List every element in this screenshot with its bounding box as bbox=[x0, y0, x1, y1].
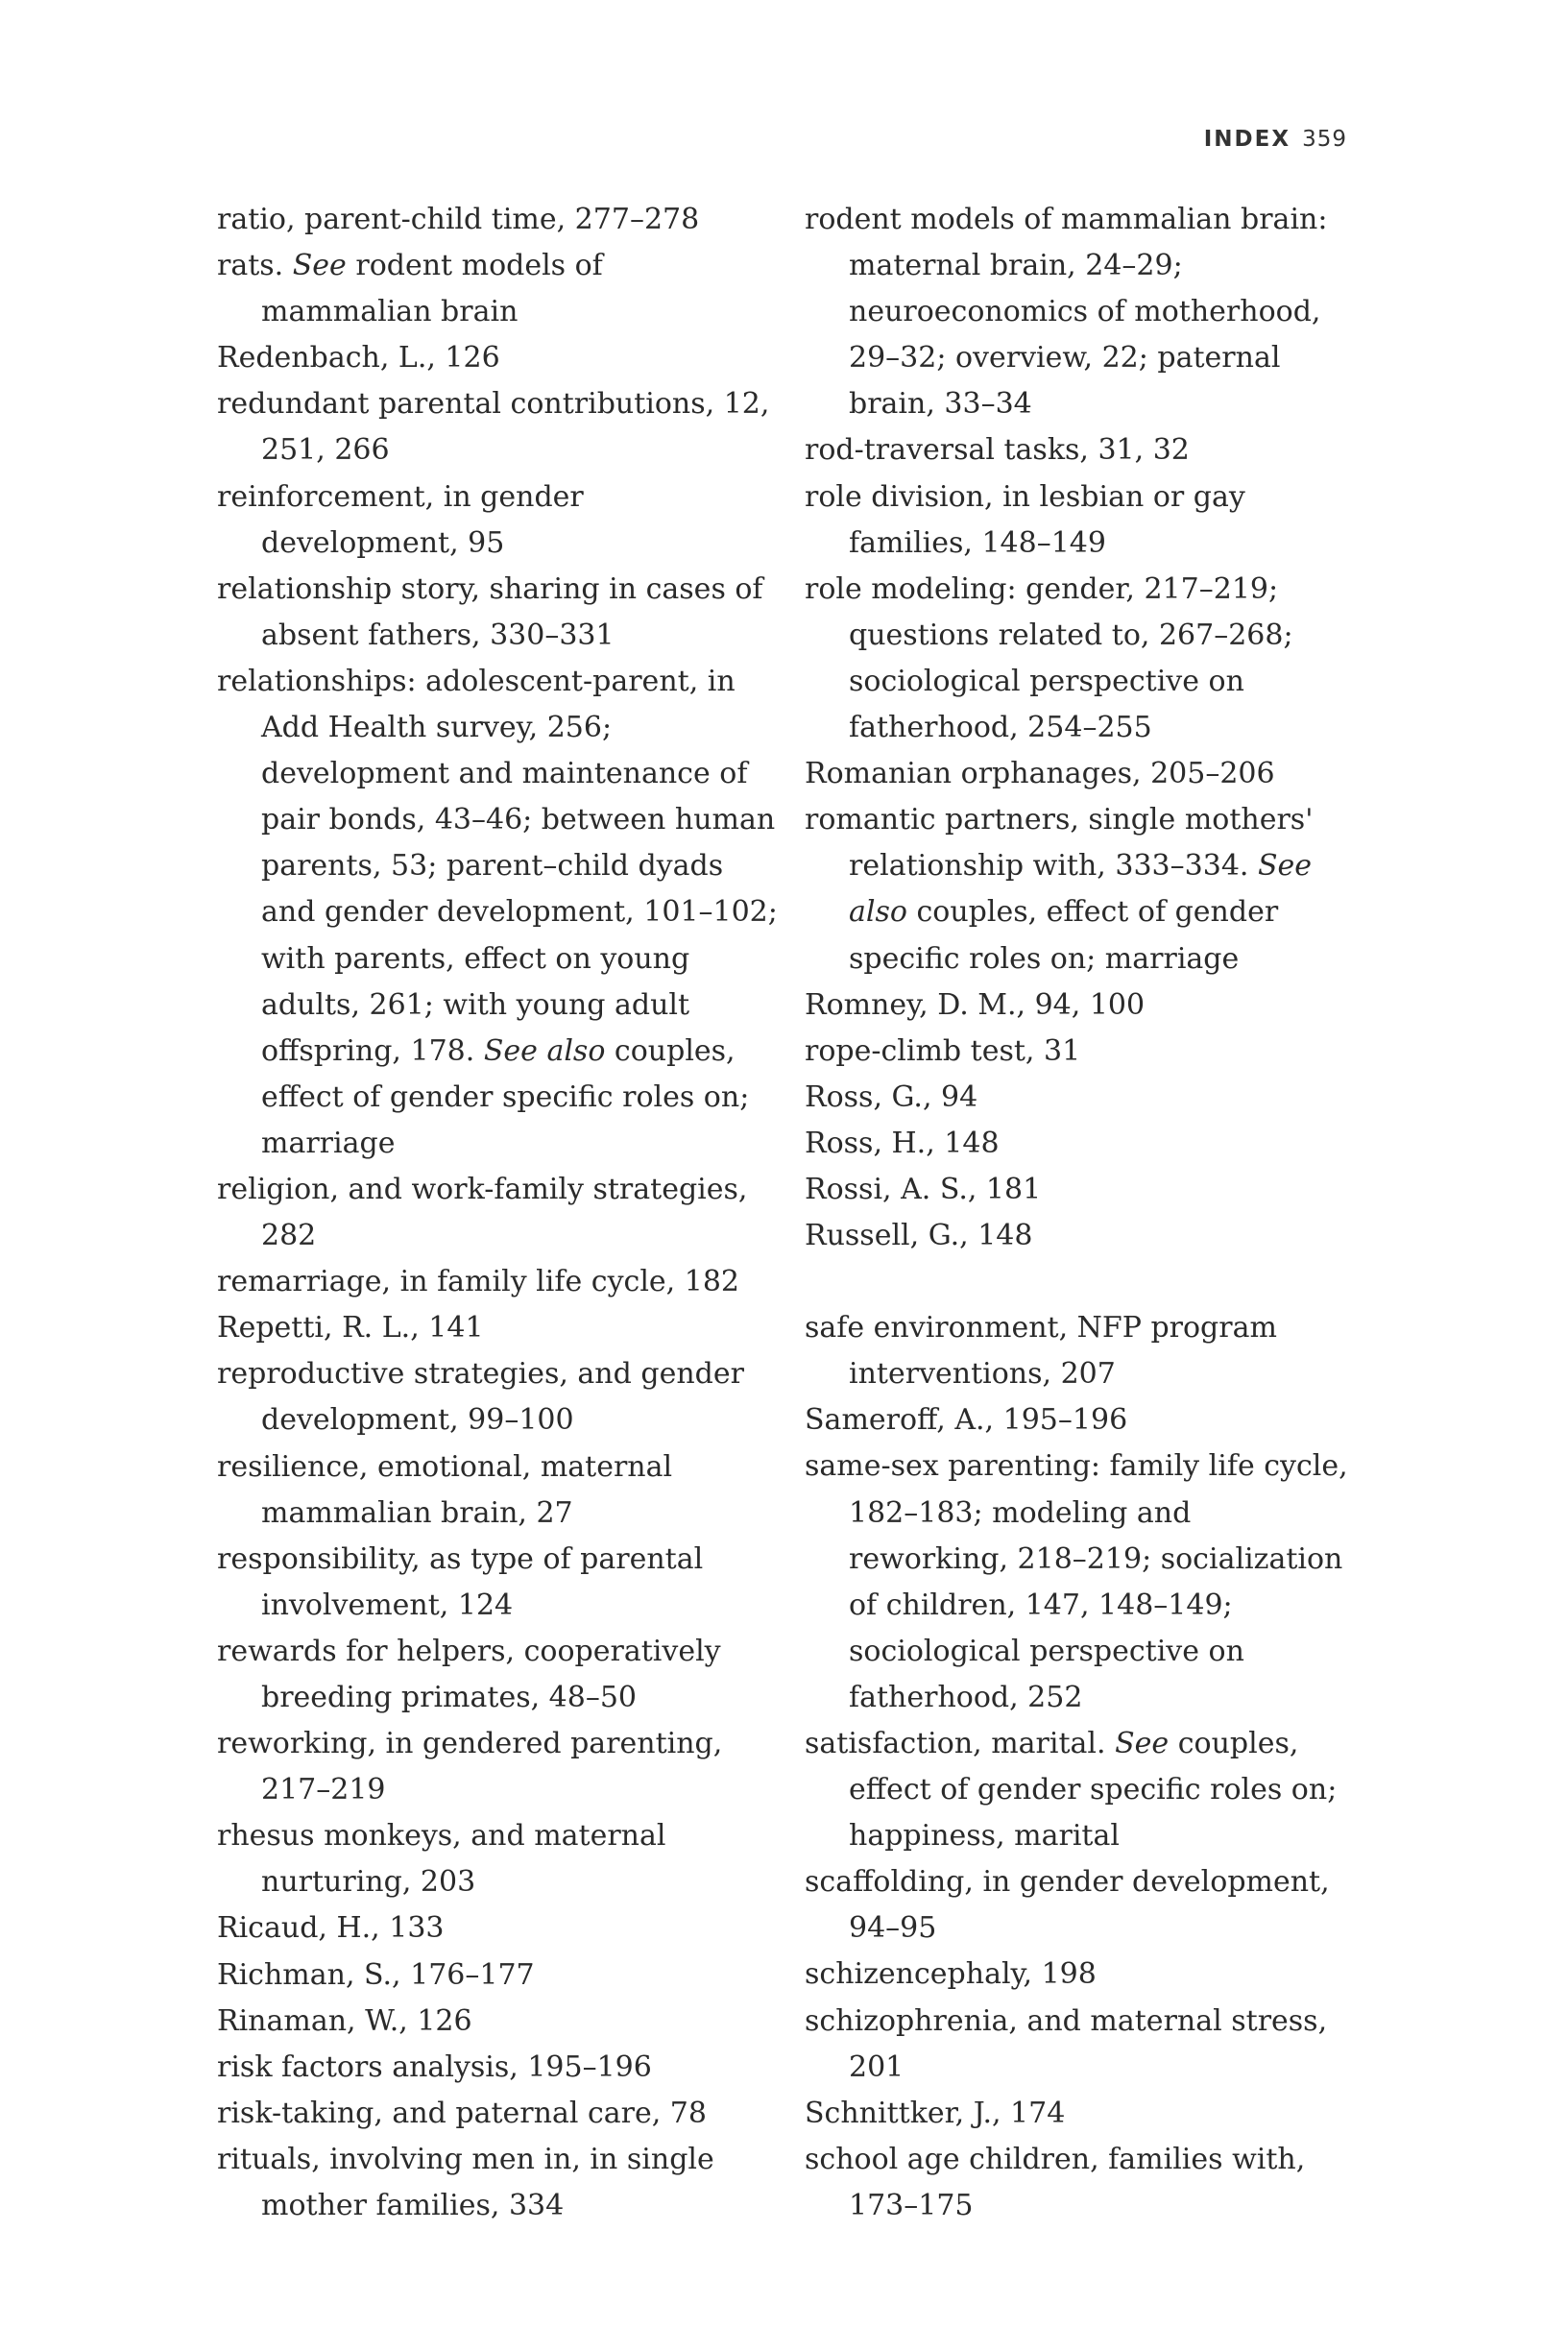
index-entry bbox=[217, 1351, 779, 1443]
index-entry bbox=[805, 1859, 1357, 1952]
index-entry bbox=[805, 797, 1357, 982]
entry-text: couples, effect of gender specific roles on; marriage bbox=[849, 895, 1279, 976]
entry-text: romantic partners, single mothers' relationship with, 333–334. bbox=[805, 803, 1314, 884]
entry-text: rodent models of mammalian brain: maternal brain, 24–29; neuroeconomics of motherhood, 29–32; overview, 22; paternal brain, 33–34 bbox=[805, 203, 1328, 422]
index-entry bbox=[805, 474, 1357, 567]
running-head bbox=[1204, 127, 1347, 152]
index-entry bbox=[217, 335, 779, 381]
entry-text: scaffolding, in gender development, 94–95 bbox=[805, 1865, 1330, 1946]
index-entry bbox=[805, 1999, 1357, 2091]
index-entry bbox=[805, 567, 1357, 751]
index-entry bbox=[217, 1721, 779, 1813]
index-entry bbox=[217, 474, 779, 567]
entry-text: relationship story, sharing in cases of absent fathers, 330–331 bbox=[217, 571, 763, 652]
index-entry bbox=[217, 1952, 779, 1999]
index-entry bbox=[805, 1397, 1357, 1443]
entry-text: Romanian orphanages, 205–206 bbox=[805, 757, 1275, 791]
index-column-right bbox=[805, 197, 1357, 2229]
index-entry bbox=[217, 197, 779, 243]
index-entry bbox=[217, 1905, 779, 1952]
entry-text: Romney, D. M., 94, 100 bbox=[805, 987, 1146, 1022]
index-entry bbox=[217, 1167, 779, 1259]
letter-group-gap bbox=[805, 1259, 1357, 1305]
index-entry bbox=[217, 1444, 779, 1537]
index-entry bbox=[217, 1259, 779, 1305]
index-entry bbox=[805, 1075, 1357, 1121]
entry-text: same-sex parenting: family life cycle, 182–183; modeling and reworking, 218–219; socialization of children, 147, 148–149; sociological perspective on fatherhood, 252 bbox=[805, 1449, 1348, 1714]
entry-text: responsibility, as type of parental involvement, 124 bbox=[217, 1541, 704, 1622]
index-entry bbox=[217, 2091, 779, 2137]
page-number: 359 bbox=[1302, 127, 1347, 152]
entry-text: role division, in lesbian or gay families, 148–149 bbox=[805, 479, 1245, 560]
index-entry bbox=[805, 982, 1357, 1029]
entry-text: Russell, G., 148 bbox=[805, 1219, 1033, 1253]
index-entry bbox=[217, 1629, 779, 1721]
entry-text: Schnittker, J., 174 bbox=[805, 2096, 1066, 2130]
entry-text: rats. bbox=[217, 249, 293, 283]
entry-text: rodent models of mammalian brain bbox=[261, 249, 603, 329]
entry-text: Richman, S., 176–177 bbox=[217, 1957, 535, 1992]
entry-text: schizencephaly, 198 bbox=[805, 1957, 1097, 1992]
index-entry bbox=[805, 1305, 1357, 1397]
index-entry bbox=[217, 567, 779, 659]
entry-text: satisfaction, marital. bbox=[805, 1727, 1116, 1760]
entry-text: school age children, families with, 173–175 bbox=[805, 2142, 1306, 2222]
running-head-label: INDEX bbox=[1203, 127, 1291, 152]
index-entry bbox=[217, 1305, 779, 1351]
entry-text: Rinaman, W., 126 bbox=[217, 2003, 472, 2038]
index-entry bbox=[217, 381, 779, 473]
see-reference: See bbox=[292, 249, 347, 283]
entry-text: Sameroff, A., 195–196 bbox=[805, 1403, 1128, 1438]
see-reference: See bbox=[1115, 1727, 1170, 1760]
entry-text: reinforcement, in gender development, 95 bbox=[217, 479, 584, 560]
index-entry bbox=[217, 659, 779, 1167]
index-entry bbox=[805, 1121, 1357, 1167]
entry-text: risk factors analysis, 195–196 bbox=[217, 2049, 652, 2084]
index-entry bbox=[805, 751, 1357, 797]
entry-text: religion, and work-family strategies, 282 bbox=[217, 1172, 748, 1253]
see-reference: See also bbox=[849, 849, 1313, 930]
entry-text: ratio, parent-child time, 277–278 bbox=[217, 203, 700, 236]
index-entry bbox=[217, 2045, 779, 2091]
index-entry bbox=[217, 2137, 779, 2229]
index-entry bbox=[805, 1029, 1357, 1075]
entry-text: resilience, emotional, maternal mammalian brain, 27 bbox=[217, 1449, 673, 1530]
entry-text: redundant parental contributions, 12, 251, 266 bbox=[217, 387, 770, 468]
entry-text: Rossi, A. S., 181 bbox=[805, 1172, 1042, 1206]
entry-text: reproductive strategies, and gender development, 99–100 bbox=[217, 1357, 744, 1438]
entry-text: reworking, in gendered parenting, 217–219 bbox=[217, 1727, 723, 1807]
index-entry bbox=[805, 1721, 1357, 1859]
index-entry bbox=[805, 2137, 1357, 2229]
entry-text: rewards for helpers, cooperatively breeding primates, 48–50 bbox=[217, 1634, 721, 1714]
entry-text: schizophrenia, and maternal stress, 201 bbox=[805, 2003, 1328, 2084]
entry-text: rituals, involving men in, in single mother families, 334 bbox=[217, 2142, 714, 2223]
index-entry bbox=[217, 1999, 779, 2045]
entry-text: rope-climb test, 31 bbox=[805, 1033, 1081, 1068]
entry-text: couples, effect of gender specific roles on; marriage bbox=[261, 1033, 750, 1160]
index-entry bbox=[217, 1537, 779, 1629]
index-entry bbox=[805, 1167, 1357, 1213]
entry-text: Ross, H., 148 bbox=[805, 1126, 1000, 1160]
index-entry bbox=[217, 243, 779, 335]
entry-text: role modeling: gender, 217–219; questions related to, 267–268; sociological perspective on fatherhood, 254–255 bbox=[805, 571, 1293, 745]
index-entry bbox=[805, 1443, 1357, 1721]
entry-text: Ricaud, H., 133 bbox=[217, 1911, 445, 1946]
entry-text: rod-traversal tasks, 31, 32 bbox=[805, 433, 1190, 468]
entry-text: Redenbach, L., 126 bbox=[217, 341, 500, 376]
entry-text: risk-taking, and paternal care, 78 bbox=[217, 2096, 707, 2130]
index-entry bbox=[805, 1952, 1357, 1998]
entry-text: relationships: adolescent-parent, in Add Health survey, 256; development and maintenance of pair bonds, 43–46; between human parents, 53; parent–child dyads and gender development, 101–102; with parents, effect on young adults, 261; with young adult offspring, 178. bbox=[217, 664, 778, 1068]
index-column-left bbox=[217, 197, 779, 2229]
index-entry bbox=[805, 427, 1357, 473]
see-reference: See also bbox=[483, 1033, 606, 1068]
index-entry bbox=[805, 1213, 1357, 1259]
entry-text: safe environment, NFP program interventions, 207 bbox=[805, 1311, 1277, 1392]
entry-text: rhesus monkeys, and maternal nurturing, 203 bbox=[217, 1819, 666, 1900]
entry-text: Repetti, R. L., 141 bbox=[217, 1311, 484, 1346]
entry-text: remarriage, in family life cycle, 182 bbox=[217, 1265, 739, 1299]
index-entry bbox=[805, 197, 1357, 427]
index-entry bbox=[805, 2091, 1357, 2137]
entry-text: Ross, G., 94 bbox=[805, 1079, 978, 1114]
entry-text: couples, effect of gender specific roles on; happiness, marital bbox=[849, 1727, 1338, 1854]
index-entry bbox=[217, 1813, 779, 1905]
